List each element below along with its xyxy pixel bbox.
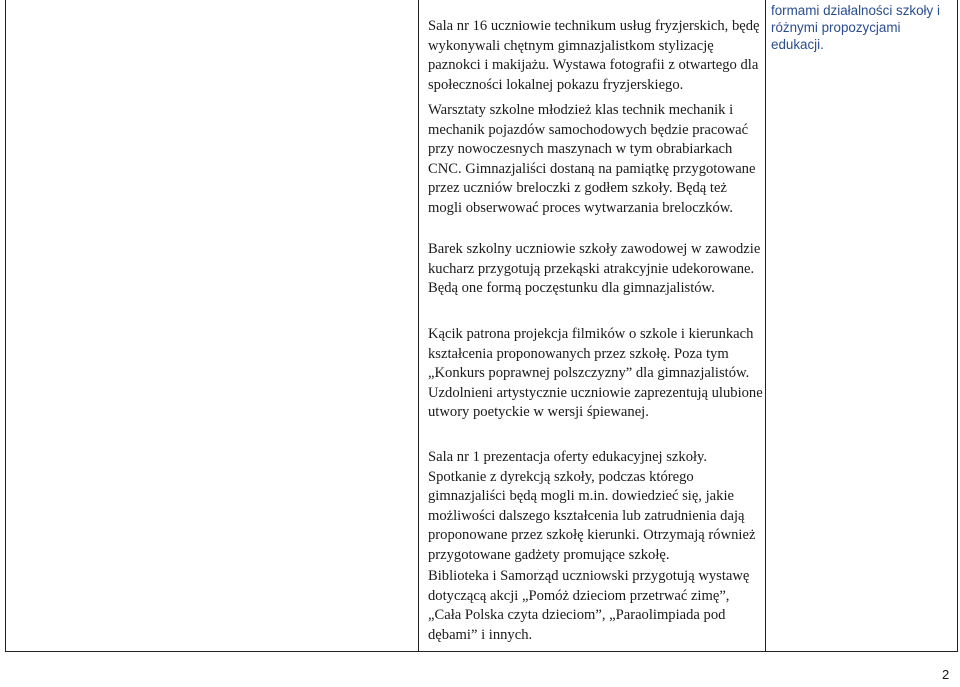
table-border-left — [5, 0, 6, 652]
page-number: 2 — [942, 667, 950, 682]
paragraph-sala-1: Sala nr 1 prezentacja oferty edukacyjnej szkoły. Spotkanie z dyrekcją szkoły, podczas którego gimnazjaliści będą mogli m.in. dowiedzieć się, jakie możliwości dalszego kształcenia lub zatrudnienia dają proponowane przez szkołę kierunki. Otrzymają również przygotowane gadżety promujące szkołę. — [428, 449, 756, 563]
paragraph-biblioteka: Biblioteka i Samorząd uczniowski przygotują wystawę dotyczącą akcji „Pomóż dzieciom przetrwać zimę”, „Cała Polska czyta dzieciom”, „Paraolimpiada pod dębami” i innych. — [428, 568, 750, 643]
paragraph-warsztaty: Warsztaty szkolne młodzież klas technik mechanik i mechanik pojazdów samochodowych będzie pracować przy nowoczesnych maszynach w tym obrabiarkach CNC. Gimnazjaliści dostaną na pamiątkę przygotowane przez uczniów breloczki z godłem szkoły. Będą też mogli obserwować proces wytwarzania breloczków. — [428, 102, 756, 216]
table-border-right — [957, 0, 958, 652]
paragraph-barek: Barek szkolny uczniowie szkoły zawodowej w zawodzie kucharz przygotują przekąski atrakcyjnie udekorowane. Będą one formą poczęstunku dla gimnazjalistów. — [428, 241, 761, 296]
table-column-divider-1 — [418, 0, 419, 652]
table-column-divider-2 — [765, 0, 766, 652]
table-border-bottom — [5, 651, 958, 652]
paragraph-sala-16: Sala nr 16 uczniowie technikum usług fryzjerskich, będę wykonywali chętnym gimnazjalistkom stylizację paznokci i makijażu. Wystawa fotografii z otwartego dla społeczności lokalnej pokazu fryzjerskiego. — [428, 18, 760, 93]
right-column-note: formami działalności szkoły i różnymi propozycjami edukacji. — [771, 3, 940, 52]
paragraph-kacik-patrona: Kącik patrona projekcja filmików o szkole i kierunkach kształcenia proponowanych przez szkołę. Poza tym „Konkurs poprawnej polszczyzny” dla gimnazjalistów. Uzdolnieni artystycznie uczniowie zaprezentują ulubione utwory poetyckie w wersji śpiewanej. — [428, 326, 763, 420]
